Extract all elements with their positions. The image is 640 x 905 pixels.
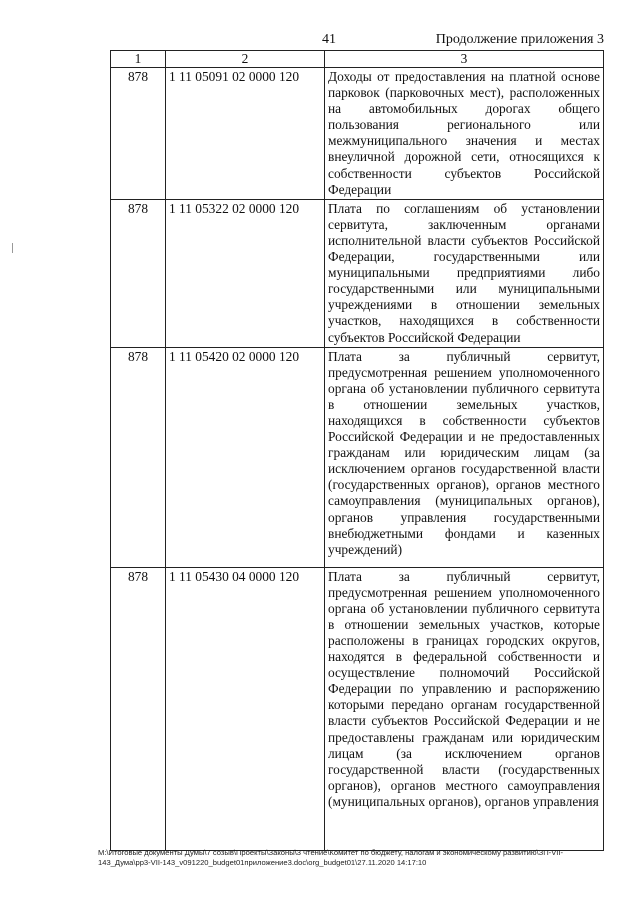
budget-classification-code-cell: 1 11 05430 04 0000 120: [166, 567, 325, 850]
budget-classification-code-cell: 1 11 05420 02 0000 120: [166, 347, 325, 567]
table-column-numbers: [111, 51, 604, 68]
table-row: [111, 199, 604, 347]
column-number: 3: [325, 51, 604, 68]
appendix-continuation-label: Продолжение приложения 3: [435, 32, 604, 47]
column-number: 1: [111, 51, 166, 68]
admin-code-cell: 878: [111, 347, 166, 567]
table-row: [111, 68, 604, 200]
budget-classification-code-cell: 1 11 05091 02 0000 120: [166, 68, 325, 200]
budget-classification-code-cell: 1 11 05322 02 0000 120: [166, 199, 325, 347]
document-file-path: M:\Итоговые документы Думы\7 созыв\Проекты\Законы\3 чтение\Комитет по бюджету, налогам и экономическому развитию\ЗП-VII-143_Дума\рр3-VII-143_v091220_budget01приложение3.doc\org_budget01\27.11.2020 14:17:10: [98, 848, 564, 867]
revenue-description-cell: Плата за публичный сервитут, предусмотренная решением уполномоченного органа об установлении публичного сервитута в отношении земельных участков, которые расположены в границах городских округов, находятся в федеральной собственности и осуществление полномочий Российской Федерации по управлению и распоряжению которыми передано органам государственной власти субъектов Российской Федерации и не предоставлены гражданам или юридическим лицам (за исключением органов государственной власти (государственных органов), органов местного самоуправления (муниципальных органов), органов управления: [325, 567, 604, 850]
admin-code-cell: 878: [111, 199, 166, 347]
table-row: [111, 347, 604, 567]
revenue-description-cell: Плата по соглашениям об установлении сервитута, заключенным органами исполнительной власти субъектов Российской Федерации, государственными или муниципальными предприятиями либо государственными или муниципальными учреждениями в отношении земельных участков, находящихся в собственности субъектов Российской Федерации: [325, 199, 604, 347]
page-number: 41: [322, 32, 336, 47]
revenue-description-cell: Плата за публичный сервитут, предусмотренная решением уполномоченного органа об установлении публичного сервитута в отношении земельных участков, находящихся в собственности субъектов Российской Федерации и не предоставленных гражданам или юридическим лицам (за исключением органов государственной власти (государственных органов), органов местного самоуправления (муниципальных органов), органов управления государственными внебюджетными фондами и казенных учреждений): [325, 347, 604, 567]
revenue-description-cell: Доходы от предоставления на платной основе парковок (парковочных мест), расположенных на автомобильных дорогах общего пользования регионального или межмуниципального значения и местах внеуличной дорожной сети, относящихся к собственности субъектов Российской Федерации: [325, 68, 604, 200]
scan-artifact: [12, 243, 13, 253]
revenue-codes-table: [110, 50, 604, 851]
column-number: 2: [166, 51, 325, 68]
admin-code-cell: 878: [111, 68, 166, 200]
admin-code-cell: 878: [111, 567, 166, 850]
table-row: [111, 567, 604, 850]
